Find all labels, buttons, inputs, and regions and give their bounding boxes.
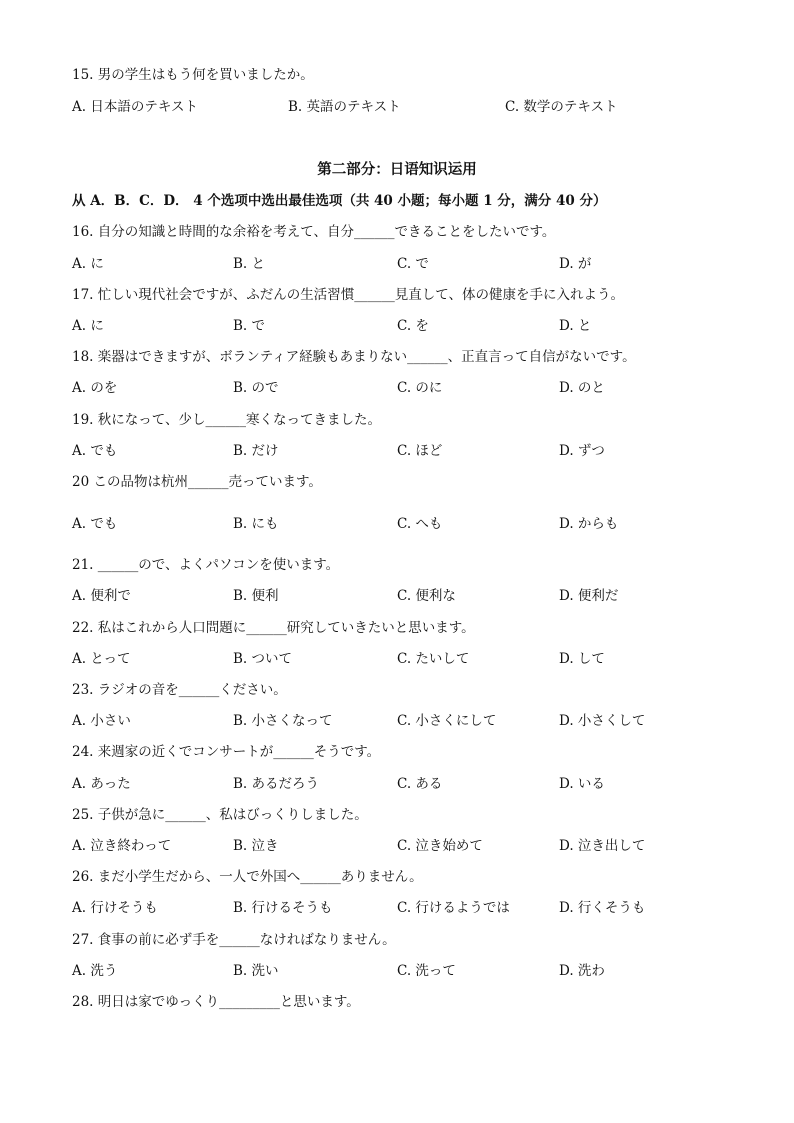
option-c: C. たいして [397,651,470,667]
option-a: A. でも [72,443,118,459]
question-20-options [72,515,732,533]
option-b: B. 英語のテキスト [288,99,401,115]
option-c: C. 泣き始めて [397,838,483,854]
option-b: B. と [233,256,266,272]
option-a: A. 行けそうも [72,900,158,916]
question-21-stem: 21. ______ので、よくパソコンを使います。 [72,557,340,573]
option-b: B. 行けるそうも [233,900,333,916]
question-16-stem: 16. 自分の知識と時間的な余裕を考えて、自分______できることをしたいです。 [72,224,556,240]
option-a: A. に [72,318,104,334]
option-b: B. 洗い [233,963,279,979]
option-d: D. して [559,651,605,667]
question-19-options [72,442,732,460]
option-a: A. とって [72,651,131,667]
question-18-stem: 18. 楽器はできますが、ボランティア経験もあまりない______、正直言って自信がないです。 [72,349,636,365]
option-d: D. 行くそうも [559,900,646,916]
question-23-stem: 23. ラジオの音を______ください。 [72,682,287,698]
option-a: A. でも [72,516,118,532]
option-b: B. だけ [233,443,279,459]
option-d: D. と [559,318,592,334]
question-24-stem: 24. 来週家の近くでコンサートが______そうです。 [72,744,381,760]
option-d: D. 便利だ [559,588,619,604]
option-b: B. あるだろう [233,776,320,792]
option-c: C. ほど [397,443,443,459]
question-26-stem: 26. まだ小学生だから、一人で外国へ______ありません。 [72,869,423,885]
option-a: A. のを [72,380,118,396]
option-c: C. 便利な [397,588,456,604]
question-21-options [72,587,732,605]
option-d: D. ずつ [559,443,605,459]
option-d: D. が [559,256,592,272]
question-15-options [72,98,732,116]
option-a: A. 便利で [72,588,131,604]
question-26-options [72,899,732,917]
option-b: B. 小さくなって [233,713,333,729]
question-27-options [72,962,732,980]
option-b: B. ついて [233,651,293,667]
section-instruction: 从 A．B．C．D． 4 个选项中选出最佳选项（共 40 小题；每小题 1 分，满分 40 分） [72,193,607,209]
question-24-options [72,775,732,793]
question-18-options [72,379,732,397]
question-23-options [72,712,732,730]
option-b: B. 泣き [233,838,279,854]
question-25-options [72,837,732,855]
question-16-options [72,255,732,273]
question-28-stem: 28. 明日は家でゆっくり_________と思います。 [72,994,360,1010]
option-a: A. あった [72,776,131,792]
option-d: D. 泣き出して [559,838,646,854]
question-17-stem: 17. 忙しい現代社会ですが、ふだんの生活習慣______見直して、体の健康を手に入れよう。 [72,287,624,303]
option-b: B. で [233,318,266,334]
option-d: D. いる [559,776,605,792]
section-title: 第二部分：日语知识运用 [317,161,477,178]
option-c: C. ある [397,776,443,792]
option-b: B. にも [233,516,279,532]
question-19-stem: 19. 秋になって、少し______寒くなってきました。 [72,412,381,428]
option-c: C. へも [397,516,443,532]
option-a: A. に [72,256,104,272]
option-c: C. 洗って [397,963,456,979]
question-20-stem: 20 この品物は杭州______売っています。 [72,474,322,490]
question-27-stem: 27. 食事の前に必ず手を______なければなりません。 [72,932,396,948]
question-25-stem: 25. 子供が急に______、私はびっくりしました。 [72,807,368,823]
option-d: D. 洗わ [559,963,605,979]
option-d: D. のと [559,380,605,396]
option-c: C. で [397,256,429,272]
option-d: D. 小さくして [559,713,646,729]
option-a: A. 小さい [72,713,131,729]
option-c: C. 小さくにして [397,713,497,729]
option-d: D. からも [559,516,619,532]
question-17-options [72,317,732,335]
option-a: A. 日本語のテキスト [72,99,199,115]
option-c: C. 行けるようでは [397,900,510,916]
option-b: B. 便利 [233,588,279,604]
option-c: C. のに [397,380,443,396]
question-22-options [72,650,732,668]
question-15-stem: 15. 男の学生はもう何を買いましたか。 [72,67,314,83]
option-c: C. を [397,318,429,334]
option-c: C. 数学のテキスト [505,99,618,115]
option-a: A. 泣き終わって [72,838,172,854]
option-a: A. 洗う [72,963,118,979]
option-b: B. ので [233,380,279,396]
question-22-stem: 22. 私はこれから人口問題に______研究していきたいと思います。 [72,620,475,636]
